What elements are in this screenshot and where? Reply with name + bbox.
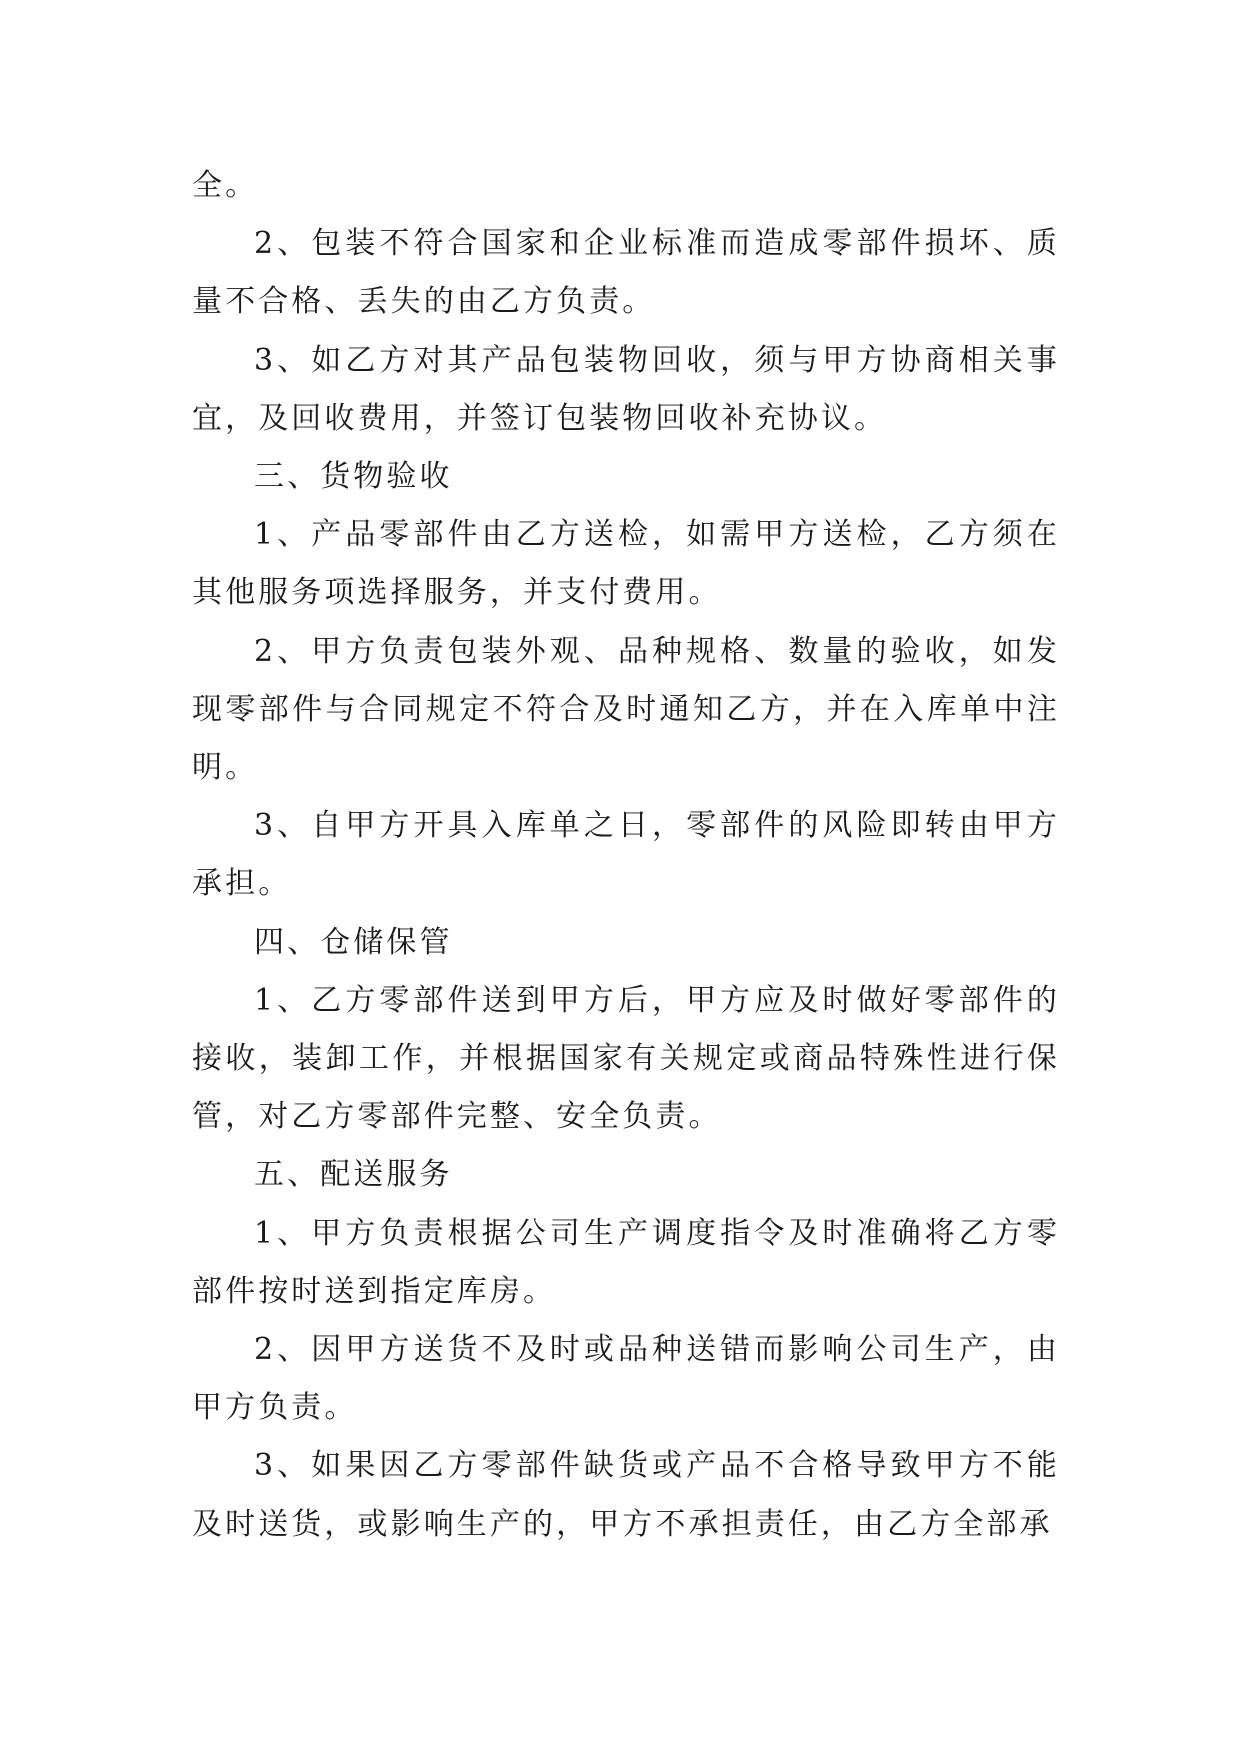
- paragraph: 1、甲方负责根据公司生产调度指令及时准确将乙方零部件按时送到指定库房。: [192, 1215, 1060, 1309]
- paragraph: 1、产品零部件由乙方送检，如需甲方送检，乙方须在其他服务项选择服务，并支付费用。: [192, 517, 1060, 611]
- paragraph: 1、乙方零部件送到甲方后，甲方应及时做好零部件的接收，装卸工作，并根据国家有关规定或商品特殊性进行保管，对乙方零部件完整、安全负责。: [192, 982, 1060, 1135]
- section-heading: 四、仓储保管: [254, 924, 453, 960]
- paragraph: 2、甲方负责包装外观、品种规格、数量的验收，如发现零部件与合同规定不符合及时通知乙方，并在入库单中注明。: [192, 633, 1060, 786]
- paragraph: 2、因甲方送货不及时或品种送错而影响公司生产，由甲方负责。: [192, 1332, 1060, 1426]
- section-heading: 五、配送服务: [254, 1157, 453, 1193]
- paragraph: 3、如果因乙方零部件缺货或产品不合格导致甲方不能及时送货，或影响生产的，甲方不承担责任，由乙方全部承: [192, 1448, 1060, 1542]
- paragraph: 3、如乙方对其产品包装物回收，须与甲方协商相关事宜，及回收费用，并签订包装物回收补充协议。: [192, 342, 1060, 436]
- section-heading: 三、货物验收: [254, 459, 453, 495]
- paragraph: 2、包装不符合国家和企业标准而造成零部件损坏、质量不合格、丢失的由乙方负责。: [192, 226, 1060, 320]
- document-body: [192, 157, 1060, 1554]
- paragraph: 全。: [192, 168, 259, 203]
- paragraph: 3、自甲方开具入库单之日，零部件的风险即转由甲方承担。: [192, 808, 1060, 902]
